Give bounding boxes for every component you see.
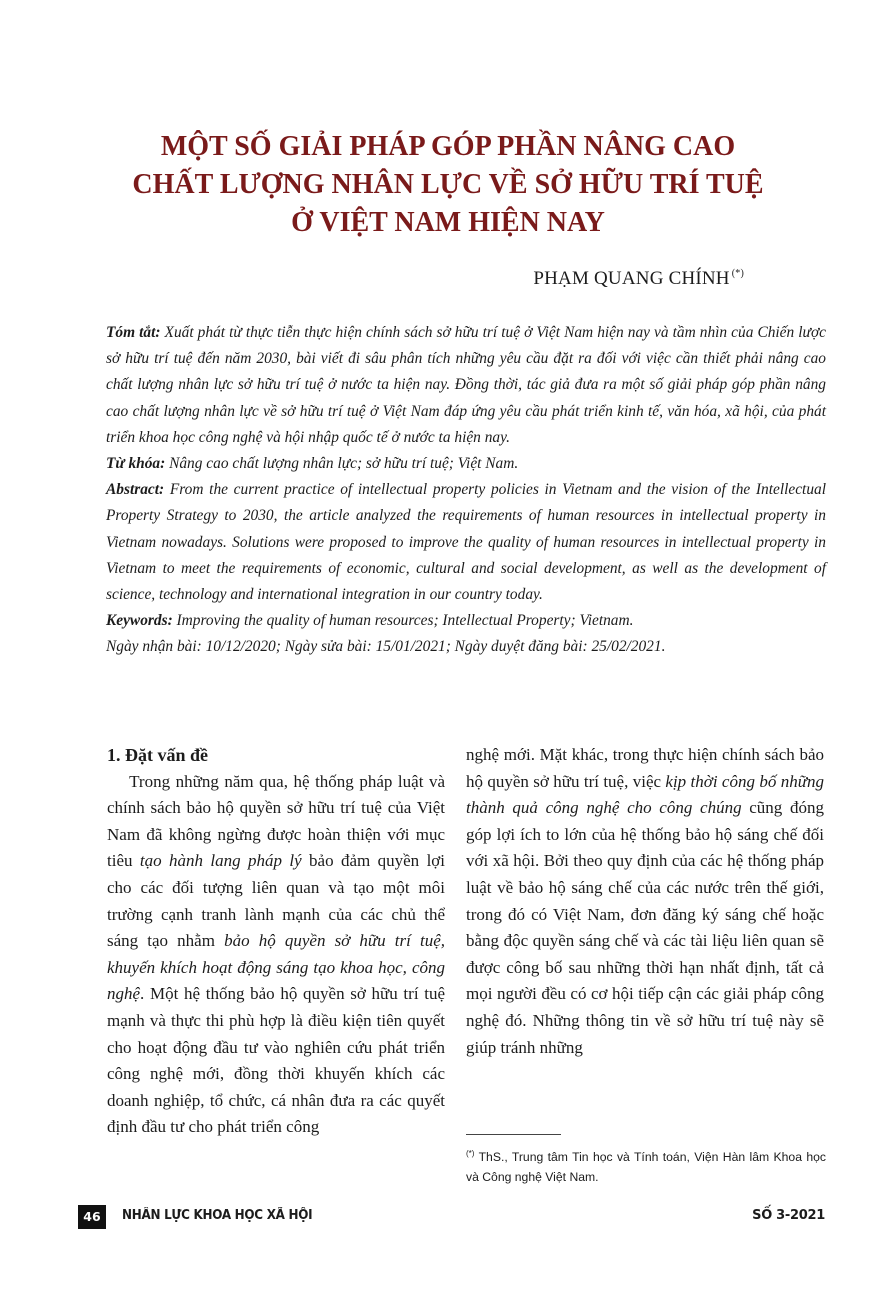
author-footnote-mark: (*) [731,268,744,279]
left-text-3: . Một hệ thống bảo hộ quyền sở hữu trí tuệ mạnh và thực thi phù hợp là điều kiện tiên quyết cho hoạt động đầu tư vào nghiên cứu phát triển công nghệ mới, đồng thời khuyến khích các doanh nghiệp, tổ chức, cá nhân đưa ra các quyết định đầu tư cho phát triển công [107,984,445,1137]
author-name: PHẠM QUANG CHÍNH [533,268,730,289]
keywords-vi-label: Từ khóa: [106,455,166,473]
left-emphasis-2: bảo hộ quyền sở hữu trí tuệ, khuyến khích hoạt động sáng tạo khoa học, công nghệ [107,931,445,1004]
keywords-en-text: Improving the quality of human resources; Intellectual Property; Vietnam. [172,612,634,630]
abstract-block [106,320,826,661]
abstract-en [106,477,826,608]
left-paragraph [107,769,445,1141]
author-byline [533,268,744,290]
abstract-en-text: From the current practice of intellectual property policies in Vietnam and the vision of the Intellectual Property Strategy to 2030, the article analyzed the requirements of human resources in intellectual property in Vietnam nowadays. Solutions were proposed to improve the quality of human resources in intellectual property in Vietnam to meet the requirements of economic, cultural and social development, as well as the development of science, technology and international integration in our country today. [106,481,826,604]
section-heading: 1. Đặt vấn đề [107,745,209,765]
abstract-en-label: Abstract: [106,481,165,499]
body-column-right [466,742,824,1061]
footnote-text: ThS., Trung tâm Tin học và Tính toán, Viện Hàn lâm Khoa học và Công nghệ Việt Nam. [466,1150,826,1184]
footnote-mark: (*) [466,1149,475,1158]
title-line-2: CHẤT LƯỢNG NHÂN LỰC VỀ SỞ HỮU TRÍ TUỆ [132,169,764,200]
title-line-3: Ở VIỆT NAM HIỆN NAY [291,207,605,238]
right-text-1: nghệ mới. Mặt khác, trong thực hiện chính sách bảo hộ quyền sở hữu trí tuệ, việc [466,745,824,791]
keywords-vi-text: Nâng cao chất lượng nhân lực; sở hữu trí tuệ; Việt Nam. [165,455,519,473]
body-column-left [107,742,445,1141]
summary-label: Tóm tắt: [106,324,161,341]
summary-vi [106,320,826,451]
page-footer [78,1205,825,1229]
right-text-2: cũng đóng góp lợi ích to lớn của hệ thống bảo hộ sáng chế đối với xã hội. Bởi theo quy định của các hệ thống pháp luật về bảo hộ sáng chế của các nước trên thế giới, trong đó có Việt Nam, đơn đăng ký sáng chế hoặc bằng độc quyền sáng chế và các tài liệu liên quan sẽ được công bố sau những thời hạn nhất định, tất cả mọi người đều có cơ hội tiếp cận các giải pháp công nghệ đó. Những thông tin về sở hữu trí tuệ này sẽ giúp tránh những [466,798,824,1057]
keywords-vi [106,451,826,477]
keywords-en-label: Keywords: [106,612,173,630]
title-line-1: MỘT SỐ GIẢI PHÁP GÓP PHẦN NÂNG CAO [160,131,736,162]
article-dates: Ngày nhận bài: 10/12/2020; Ngày sửa bài: 15/01/2021; Ngày duyệt đăng bài: 25/02/2021. [106,638,666,656]
issue-number: SỐ 3-2021 [752,1208,825,1223]
keywords-en [106,608,826,634]
left-text-1: Trong những năm qua, hệ thống pháp luật và chính sách bảo hộ quyền sở hữu trí tuệ của Việt Nam đã không ngừng được hoàn thiện với mục tiêu [107,771,445,871]
footnote-divider [466,1134,561,1135]
journal-name: NHÂN LỰC KHOA HỌC XÃ HỘI [122,1208,313,1223]
article-title [80,128,816,242]
right-emphasis-1: kịp thời công bố những thành quả công nghệ cho công chúng [466,771,824,818]
right-paragraph [466,742,824,1061]
summary-text: Xuất phát từ thực tiễn thực hiện chính sách sở hữu trí tuệ ở Việt Nam hiện nay và tầm nhìn của Chiến lược sở hữu trí tuệ đến năm 2030, bài viết đi sâu phân tích những yêu cầu đặt ra đối với việc cần thiết phải nâng cao chất lượng nhân lực sở hữu trí tuệ ở nước ta hiện nay. Đồng thời, tác giả đưa ra một số giải pháp góp phần nâng cao chất lượng nhân lực về sở hữu trí tuệ ở Việt Nam đáp ứng yêu cầu phát triển kinh tế, văn hóa, xã hội, của phát triển khoa học công nghệ và hội nhập quốc tế ở nước ta hiện nay. [106,324,826,446]
left-text-2: bảo đảm quyền lợi cho các đối tượng liên quan và tạo một môi trường cạnh tranh lành mạnh của các chủ thể sáng tạo nhằm [107,851,446,951]
left-emphasis-1: tạo hành lang pháp lý [139,851,302,871]
page-number: 46 [78,1205,106,1229]
author-footnote [466,1144,826,1187]
